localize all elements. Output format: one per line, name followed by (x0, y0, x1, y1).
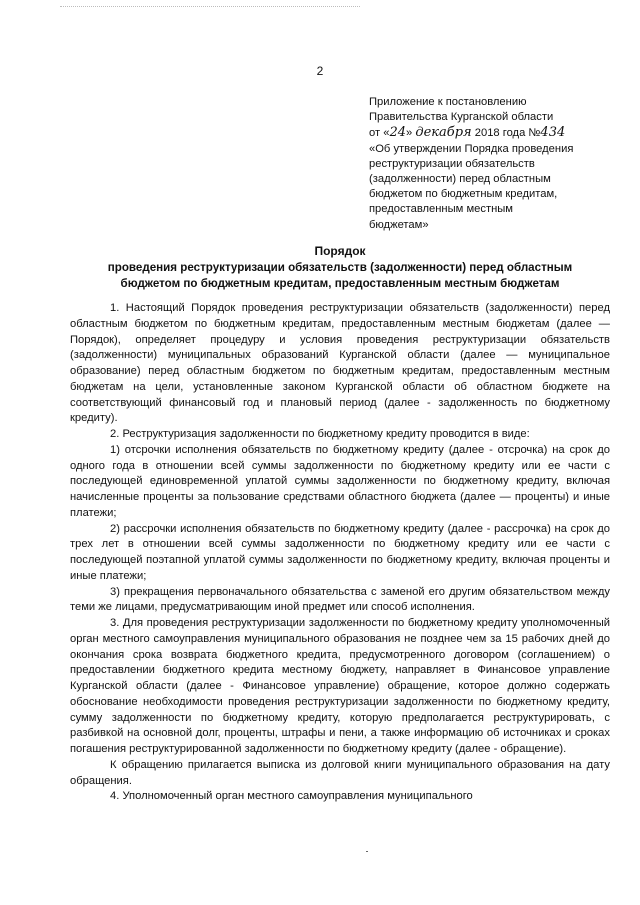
appendix-line: бюджетам» (369, 218, 429, 231)
document-body (70, 301, 610, 805)
handwritten-number: 434 (540, 125, 566, 141)
appendix-date-line (369, 125, 619, 141)
handwritten-day: 24 (389, 125, 406, 141)
date-year: 2018 года № (471, 127, 541, 140)
appendix-line: (задолженности) перед областным (369, 173, 551, 186)
appendix-line: бюджетом по бюджетным кредитам, (369, 188, 558, 201)
appendix-line: предоставленным местным (369, 203, 513, 216)
paragraph-1: 1. Настоящий Порядок проведения реструктуризации обязательств (задолженности) перед областным бюджетом по бюджетным кредитам, предоставленным местным бюджетам (далее — Порядок), определяет процедуру и условия проведения реструктуризации обязательств (задолженности) муниципальных образований Курганской области (далее — муниципальное образование) перед областным бюджетом по бюджетным кредитам, предоставленным местным бюджетам на цели, установленные законом Курганской области об областном бюджете на соответствующий финансовый год и плановый период (далее - задолженность по бюджетному кредиту). (70, 302, 610, 425)
paragraph-4: 4. Уполномоченный орган местного самоуправления муниципального (110, 790, 473, 803)
paragraph-3: 3. Для проведения реструктуризации задолженности по бюджетному кредиту уполномоченный орган местного самоуправления муниципального образования не позднее чем за 15 рабочих дней до окончания срока возврата бюджетного кредита, предусмотренного договором (соглашением) о предоставлении бюджетного кредита местному бюджету, направляет в Финансовое управление Курганской области (далее - Финансовое управление) обращение, которое должно содержать обоснование необходимости проведения реструктуризации задолженности по бюджетному кредиту, сумму задолженности по бюджетному кредиту, которую предполагается реструктурировать, с разбивкой на основной долг, проценты, штрафы и пени, а также информацию об источниках и сроках погашения реструктурированной задолженности по бюджетному кредиту (далее - обращение). (70, 617, 610, 755)
subtitle-line: бюджетом по бюджетным кредитам, предоставленным местным бюджетам (120, 277, 560, 290)
paragraph-2-2: 2) рассрочки исполнения обязательств по бюджетному кредиту (далее - рассрочка) на срок до трех лет в отношении всей суммы задолженности по бюджетному кредиту или ее части с последующей поэтапной уплатой суммы задолженности по бюджетному кредиту, включая проценты и иные платежи; (70, 522, 610, 582)
page-number: 2 (316, 64, 324, 78)
paragraph-2-3: 3) прекращения первоначального обязательства с заменой его другим обязательством между теми же лицами, предусматривающим иной предмет или способ исполнения. (70, 585, 610, 614)
appendix-line: Правительства Курганской области (369, 111, 554, 124)
handwritten-month: декабря (415, 125, 472, 141)
appendix-line: «Об утверждении Порядка проведения (369, 142, 574, 155)
date-prefix: от « (369, 127, 390, 140)
paragraph-2: 2. Реструктуризация задолженности по бюджетному кредиту проводится в виде: (110, 428, 530, 440)
paragraph-3-attachment: К обращению прилагается выписка из долговой книги муниципального образования на дату обращения. (70, 758, 610, 787)
subtitle-line: проведения реструктуризации обязательств (задолженности) перед областным (107, 261, 573, 274)
document-title: Порядок (314, 244, 366, 258)
appendix-line: реструктуризации обязательств (369, 157, 535, 170)
date-sep: » (405, 127, 413, 140)
document-subtitle (70, 260, 610, 292)
appendix-line: Приложение к постановлению (369, 96, 527, 108)
scan-artifact-line (60, 6, 360, 8)
scan-dot (366, 851, 368, 852)
appendix-block (369, 95, 619, 233)
paragraph-2-1: 1) отсрочки исполнения обязательств по бюджетному кредиту (далее - отсрочка) на срок до одного года в отношении всей суммы задолженности по бюджетному кредиту или ее части с последующей единовременной уплатой суммы задолженности по бюджетному кредиту, включая начисленные проценты за пользование средствами областного бюджета (далее — проценты) и иные платежи; (70, 443, 610, 519)
